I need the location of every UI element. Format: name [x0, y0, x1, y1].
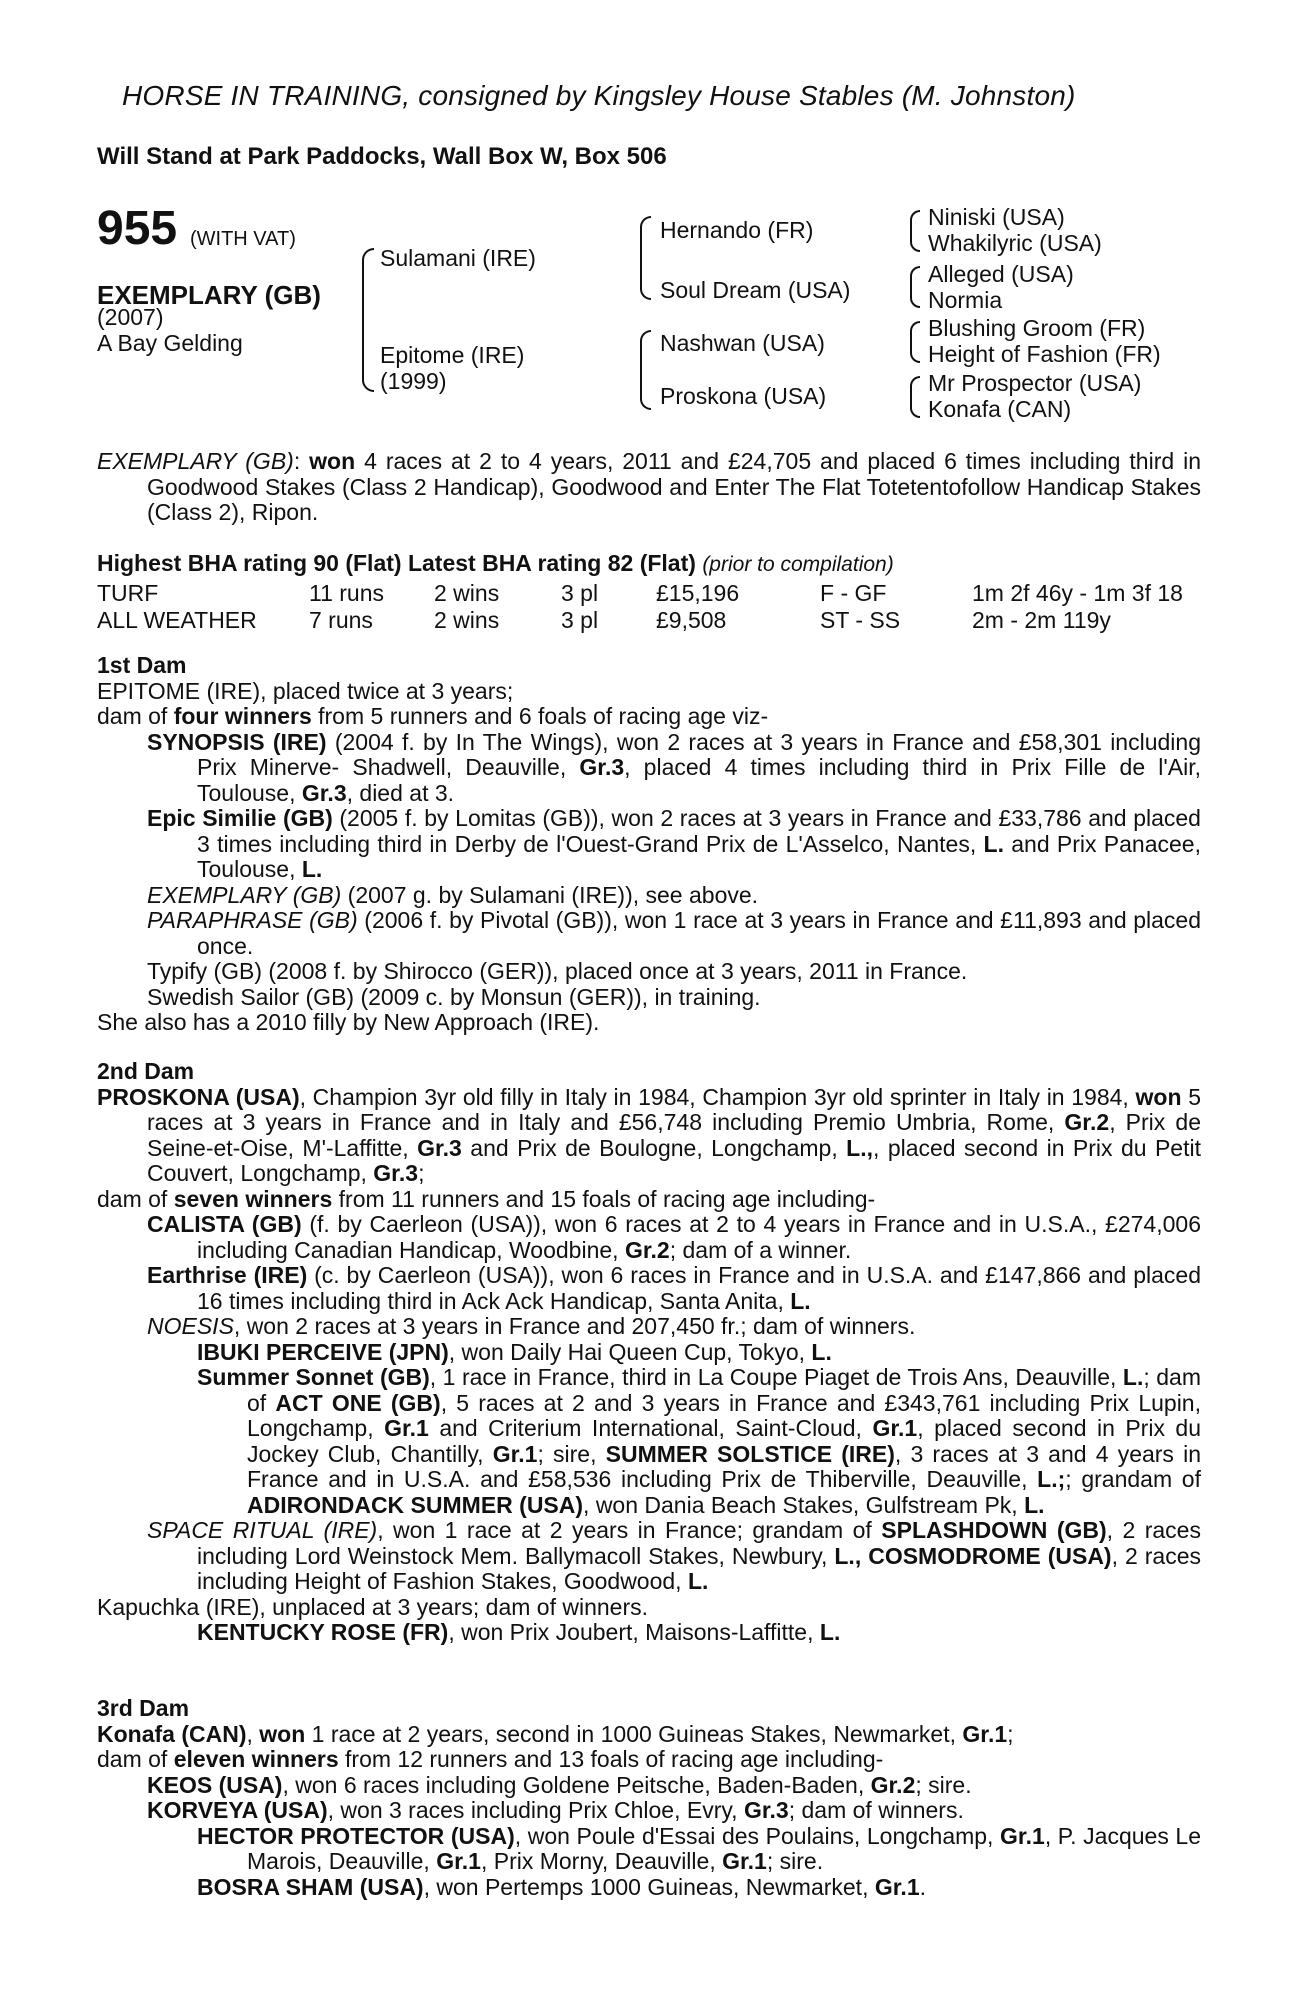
stand-location: Will Stand at Park Paddocks, Wall Box W, Box 506 [97, 143, 667, 170]
brace-sire-dam [362, 248, 374, 392]
ancestor-4: Normia [928, 287, 1003, 313]
section-heading: 2nd Dam [97, 1058, 195, 1084]
brace-dam-line [640, 330, 651, 410]
dam-year: (1999) [380, 368, 447, 394]
ratings-heading: Highest BHA rating 90 (Flat) Latest BHA rating 82 (Flat) (prior to compilation) [97, 550, 894, 576]
sire-sire: Hernando (FR) [660, 217, 814, 243]
ancestor-6: Height of Fashion (FR) [928, 341, 1161, 367]
ancestor-7: Mr Prospector (USA) [928, 370, 1142, 396]
horse-description: A Bay Gelding [97, 330, 243, 356]
race-summary: EXEMPLARY (GB): won 4 races at 2 to 4 years, 2011 and £24,705 and placed 6 times including third in Goodwood Stakes (Class 2 Handicap), Goodwood and Enter The Flat Totetentofollow Handicap Stakes (Class 2), Ripon. [97, 448, 1201, 525]
lot-number: 955 [97, 202, 178, 255]
brace-g3-3 [910, 321, 920, 363]
ratings-table [97, 580, 1183, 634]
section-heading: 3rd Dam [97, 1695, 190, 1721]
third-dam-section: 3rd Dam Konafa (CAN), won 1 race at 2 years, second in 1000 Guineas Stakes, Newmarket, Gr.1; dam of eleven winners from 12 runners and 13 foals of racing age including- KEOS (USA), won 6 races including Goldene Peitsche, Baden-Baden, Gr.2; sire. KORVEYA (USA), won 3 races including Prix Chloe, Evry, Gr.3; dam of winners. HECTOR PROTECTOR (USA), won Poule d'Essai des Poulains, Longchamp, Gr.1, P. Jacques Le Marois, Deauville, Gr.1, Prix Morny, Deauville, Gr.1; sire. BOSRA SHAM (USA), won Pertemps 1000 Guineas, Newmarket, Gr.1. [97, 1695, 1202, 1900]
ancestor-5: Blushing Groom (FR) [928, 315, 1146, 341]
brace-g3-1 [910, 210, 920, 252]
summary-horse: EXEMPLARY (GB) [97, 448, 294, 474]
sire-dam: Soul Dream (USA) [660, 277, 851, 303]
foaling-year: (2007) [97, 304, 164, 330]
horse-name: EXEMPLARY (GB) [97, 280, 321, 310]
ancestor-8: Konafa (CAN) [928, 396, 1072, 422]
dam-dam: Proskona (USA) [660, 383, 827, 409]
table-row: TURF 11 runs 2 wins 3 pl £15,196 F - GF 1m 2f 46y - 1m 3f 18 [97, 580, 1183, 606]
ancestor-3: Alleged (USA) [928, 261, 1074, 287]
consignor-header: HORSE IN TRAINING, consigned by Kingsley House Stables (M. Johnston) [122, 80, 1076, 111]
brace-sire-line [640, 216, 651, 300]
dam-sire: Nashwan (USA) [660, 330, 825, 356]
section-heading: 1st Dam [97, 652, 187, 678]
brace-g3-2 [910, 266, 920, 308]
first-dam-section: 1st Dam EPITOME (IRE), placed twice at 3 years; dam of four winners from 5 runners and 6 foals of racing age viz- SYNOPSIS (IRE) (2004 f. by In The Wings), won 2 races at 3 years in France and £58,301 including Prix Minerve- Shadwell, Deauville, Gr.3, placed 4 times including third in Prix Fille de l'Air, Toulouse, Gr.3, died at 3. Epic Similie (GB) (2005 f. by Lomitas (GB)), won 2 races at 3 years in France and £33,786 and placed 3 times including third in Derby de l'Ouest-Grand Prix de L'Asselco, Nantes, L. and Prix Panacee, Toulouse, L. EXEMPLARY (GB) (2007 g. by Sulamani (IRE)), see above. PARAPHRASE (GB) (2006 f. by Pivotal (GB)), won 1 race at 3 years in France and £11,893 and placed once. Typify (GB) (2008 f. by Shirocco (GER)), placed once at 3 years, 2011 in France. Swedish Sailor (GB) (2009 c. by Monsun (GER)), in training. She also has a 2010 filly by New Approach (IRE). [97, 652, 1201, 1035]
brace-g3-4 [910, 376, 920, 418]
second-dam-section: 2nd Dam PROSKONA (USA), Champion 3yr old filly in Italy in 1984, Champion 3yr old sprinter in Italy in 1984, won 5 races at 3 years in France and in Italy and £56,748 including Premio Umbria, Rome, Gr.2, Prix de Seine-et-Oise, M'-Laffitte, Gr.3 and Prix de Boulogne, Longchamp, L.,, placed second in Prix du Petit Couvert, Longchamp, Gr.3; dam of seven winners from 11 runners and 15 foals of racing age including- CALISTA (GB) (f. by Caerleon (USA)), won 6 races at 2 to 4 years in France and in U.S.A., £274,006 including Canadian Handicap, Woodbine, Gr.2; dam of a winner. Earthrise (IRE) (c. by Caerleon (USA)), won 6 races in France and in U.S.A. and £147,866 and placed 16 times including third in Ack Ack Handicap, Santa Anita, L. NOESIS, won 2 races at 3 years in France and 207,450 fr.; dam of winners. IBUKI PERCEIVE (JPN), won Daily Hai Queen Cup, Tokyo, L. Summer Sonnet (GB), 1 race in France, third in La Coupe Piaget de Trois Ans, Deauville, L.; dam of ACT ONE (GB), 5 races at 2 and 3 years in France and £343,761 including Prix Lupin, Longchamp, Gr.1 and Criterium International, Saint-Cloud, Gr.1, placed second in Prix du Jockey Club, Chantilly, Gr.1; sire, SUMMER SOLSTICE (IRE), 3 races at 3 and 4 years in France and in U.S.A. and £58,536 including Prix de Thiberville, Deauville, L.;; grandam of ADIRONDACK SUMMER (USA), won Dania Beach Stakes, Gulfstream Pk, L. SPACE RITUAL (IRE), won 1 race at 2 years in France; grandam of SPLASHDOWN (GB), 2 races including Lord Weinstock Mem. Ballymacoll Stakes, Newbury, L., COSMODROME (USA), 2 races including Height of Fashion Stakes, Goodwood, L. Kapuchka (IRE), unplaced at 3 years; dam of winners. KENTUCKY ROSE (FR), won Prix Joubert, Maisons-Laffitte, L. [97, 1058, 1202, 1645]
dam: Epitome (IRE) [380, 342, 525, 368]
ancestor-2: Whakilyric (USA) [928, 230, 1102, 256]
ancestor-1: Niniski (USA) [928, 204, 1065, 230]
sire: Sulamani (IRE) [380, 245, 536, 271]
vat-note: (WITH VAT) [190, 228, 296, 250]
table-row: ALL WEATHER 7 runs 2 wins 3 pl £9,508 ST - SS 2m - 2m 119y [97, 607, 1111, 633]
